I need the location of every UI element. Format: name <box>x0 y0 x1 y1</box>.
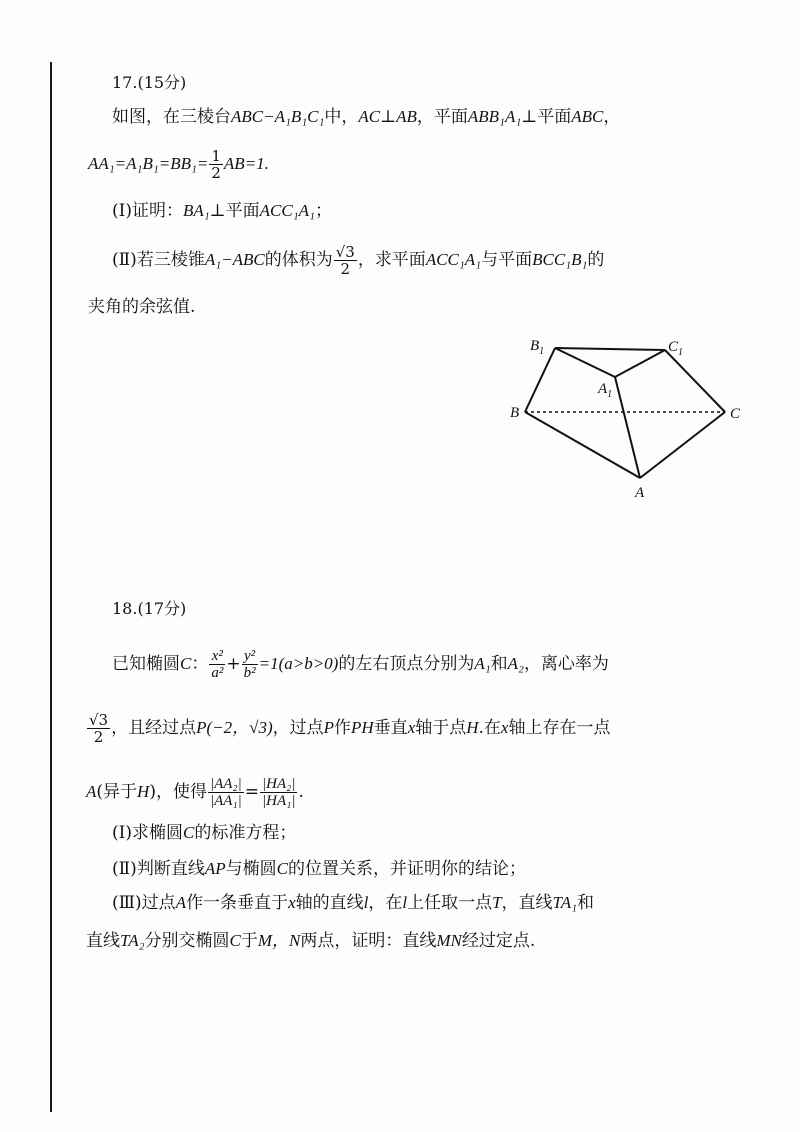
fraction-volume: $\frac{√3}{2}$ <box>335 243 355 278</box>
q18-stem-line3: A(异于H)，使得 $\frac{\text{|AA₂|}}{\text{|AA₁|}}$ = $\frac{\text{|HA₂|}}{\text{|HA₁|}}$ . <box>86 776 304 809</box>
edge-A1C1 <box>615 350 665 377</box>
fraction-eccentricity: $\frac{√3}{2}$ <box>89 711 109 746</box>
edge-BB1 <box>525 348 555 412</box>
q18-stem-line1: 已知椭圆C： $\frac{\text{x²}}{\text{a²}}$ + $\frac{\text{y²}}{\text{b²}}$ =1(a>b>0)的左右顶点分别为A₁和A₂，离心率为 <box>112 648 609 681</box>
edge-AA1 <box>615 377 640 478</box>
q18-stem-line2: $\frac{√3}{2}$ ，且经过点P(−2，√3)，过点P作PH垂直x轴于点H.在x轴上存在一点 <box>89 711 611 746</box>
edge-B1A1 <box>555 348 615 377</box>
frustum-figure <box>500 330 760 505</box>
fraction-HA2-HA1: $\frac{\text{|HA₂|}}{\text{|HA₁|}}$ <box>262 776 296 809</box>
q17-part2-line1: (Ⅱ)若三棱锥A₁−ABC的体积为 $\frac{√3}{2}$ ，求平面ACC₁A₁与平面BCC₁B₁的 <box>112 243 605 278</box>
edge-CC1 <box>665 350 725 412</box>
edge-AC <box>640 412 725 478</box>
q17-stem-line2: AA₁=A₁B₁=BB₁= $\frac{1}{2}$ AB=1. <box>88 147 269 182</box>
q18-part3-line2: 直线TA₂分别交椭圆C于M，N两点，证明：直线MN经过定点. <box>86 931 536 951</box>
q17-stem-line1: 如图，在三棱台ABC−A₁B₁C₁中，AC⊥AB，平面ABB₁A₁⊥平面ABC， <box>112 107 621 127</box>
q18-part3-line1: (Ⅲ)过点A作一条垂直于x轴的直线l，在l上任取一点T，直线TA₁和 <box>112 893 595 913</box>
q18-part2: (Ⅱ)判断直线AP与椭圆C的位置关系，并证明你的结论； <box>112 859 526 879</box>
label-B1: $B_1$ <box>530 338 545 357</box>
q18-part1: (Ⅰ)求椭圆C的标准方程； <box>112 823 297 843</box>
fraction-x2-a2: $\frac{\text{x²}}{\text{a²}}$ <box>211 648 224 681</box>
label-A: A <box>635 485 645 501</box>
label-C: C <box>730 406 741 422</box>
q17-header: 17.(15分) <box>112 73 187 92</box>
edge-BA <box>525 412 640 478</box>
fraction-AA2-AA1: $\frac{\text{|AA₂|}}{\text{|AA₁|}}$ <box>209 776 242 809</box>
label-A1: $A_1$ <box>598 381 613 400</box>
edge-B1C1 <box>555 348 665 350</box>
label-B: B <box>510 405 520 421</box>
q18-header: 18.(17分) <box>112 599 187 618</box>
fraction-one-half: $\frac{1}{2}$ <box>211 147 221 182</box>
q17-part2-line2: 夹角的余弦值. <box>88 297 196 317</box>
label-C1: $C_1$ <box>668 339 684 358</box>
fraction-y2-b2: $\frac{\text{y²}}{\text{b²}}$ <box>243 648 256 681</box>
q17-part1: (Ⅰ)证明：BA₁⊥平面ACC₁A₁； <box>112 201 332 221</box>
